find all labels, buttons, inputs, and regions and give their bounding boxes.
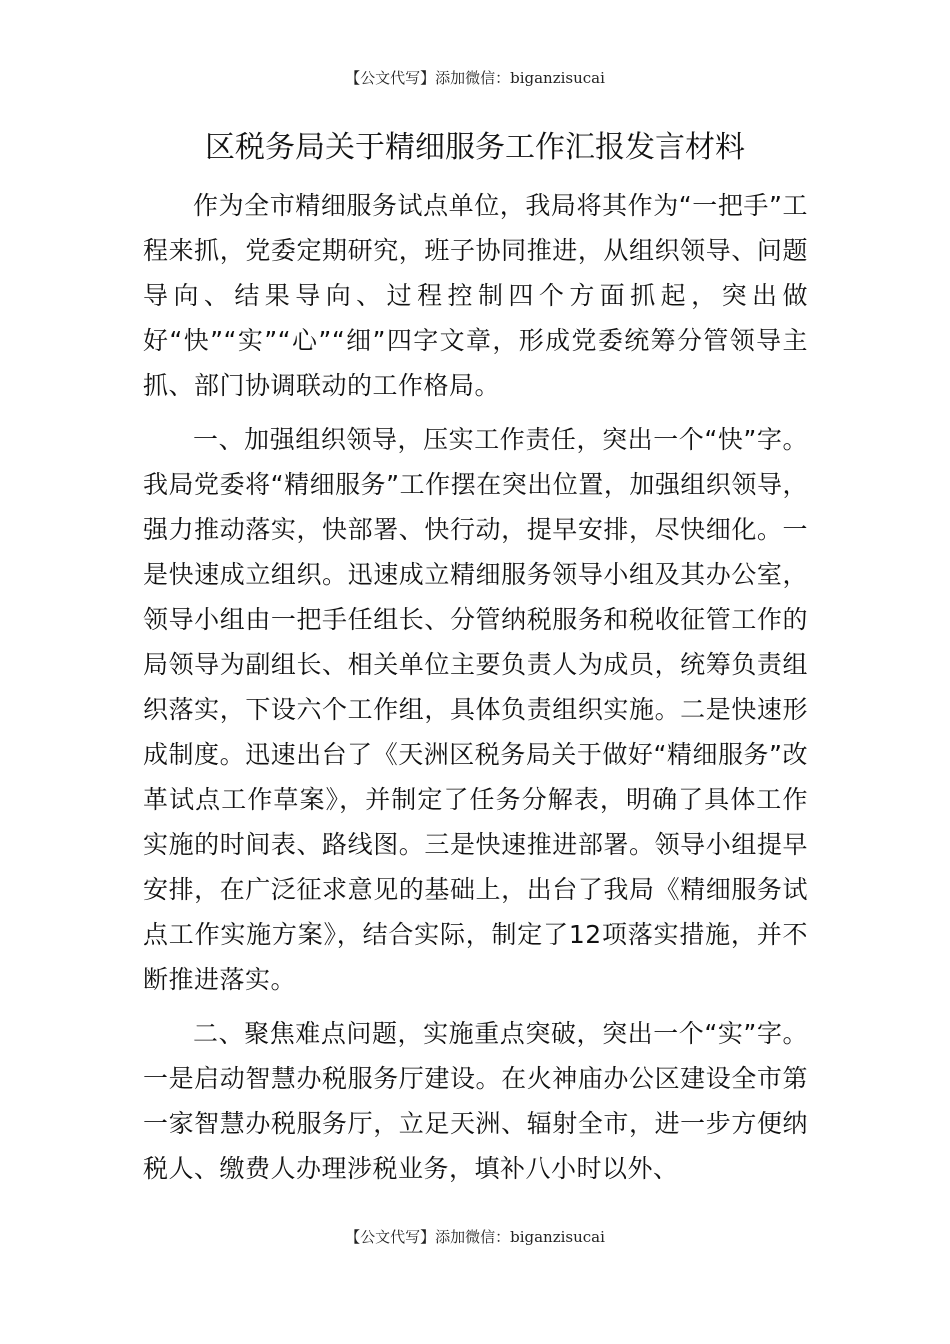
document-title: 区税务局关于精细服务工作汇报发言材料 <box>205 130 745 165</box>
page-header-watermark: 【公文代写】添加微信：biganzisucai <box>345 69 605 87</box>
page-footer-watermark: 【公文代写】添加微信：biganzisucai <box>345 1228 605 1246</box>
paragraph-section-2: 二、聚焦难点问题，实施重点突破，突出一个“实”字。一是启动智慧办税服务厅建设。在火神庙办公区建设全市第一家智慧办税服务厅，立足天洲、辐射全市，进一步方便纳税人、缴费人办理涉税业务，填补八小时以外、 <box>143 1019 808 1183</box>
paragraph-intro: 作为全市精细服务试点单位，我局将其作为“一把手”工程来抓，党委定期研究，班子协同推进，从组织领导、问题导向、结果导向、过程控制四个方面抓起，突出做好“快”“实”“心”“细”四字文章，形成党委统筹分管领导主抓、部门协调联动的工作格局。 <box>143 191 808 400</box>
document-body <box>143 183 808 1191</box>
paragraph-section-1: 一、加强组织领导，压实工作责任，突出一个“快”字。我局党委将“精细服务”工作摆在突出位置，加强组织领导，强力推动落实，快部署、快行动，提早安排，尽快细化。一是快速成立组织。迅速成立精细服务领导小组及其办公室，领导小组由一把手任组长、分管纳税服务和税收征管工作的局领导为副组长、相关单位主要负责人为成员，统筹负责组织落实，下设六个工作组，具体负责组织实施。二是快速形成制度。迅速出台了《天洲区税务局关于做好“精细服务”改革试点工作草案》，并制定了任务分解表，明确了具体工作实施的时间表、路线图。三是快速推进部署。领导小组提早安排，在广泛征求意见的基础上，出台了我局《精细服务试点工作实施方案》，结合实际，制定了12项落实措施，并不断推进落实。 <box>143 425 808 994</box>
